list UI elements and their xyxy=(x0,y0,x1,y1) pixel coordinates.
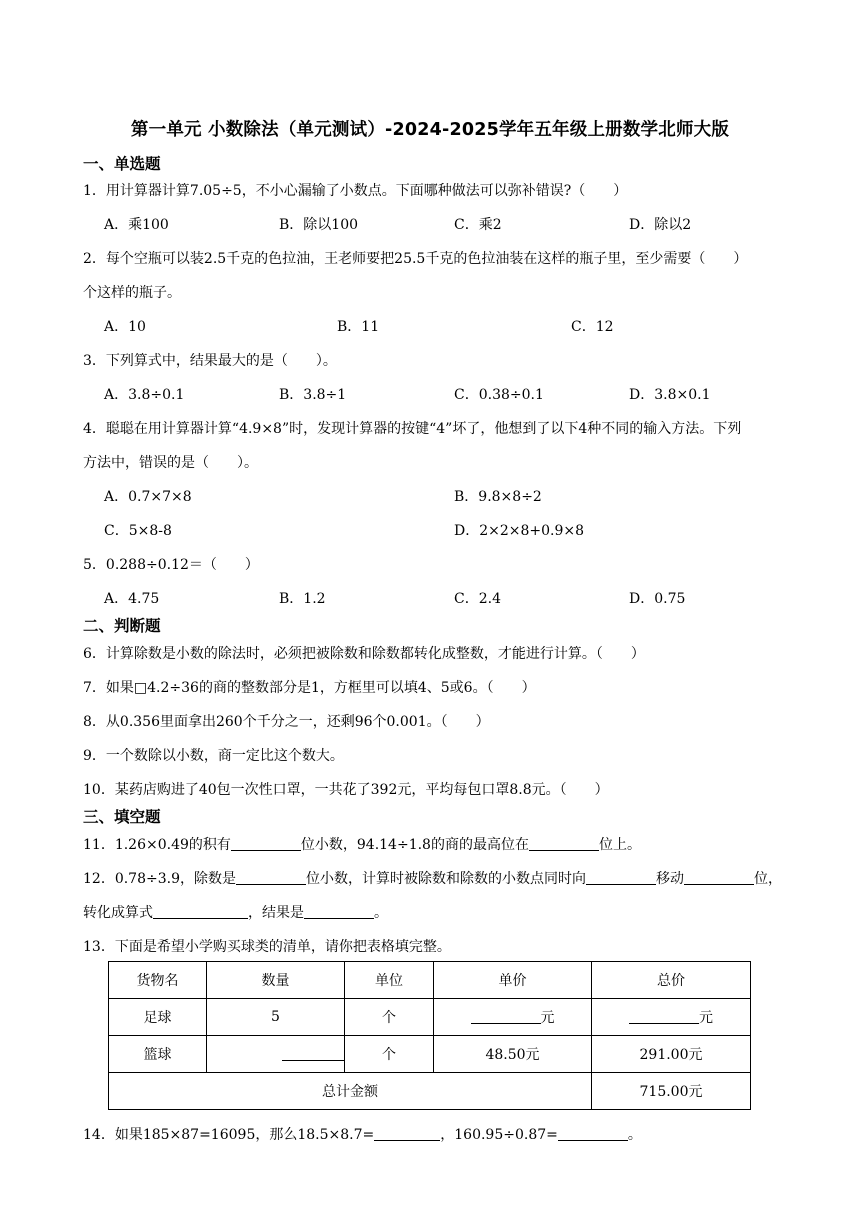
table-header: 单位 xyxy=(345,962,434,999)
question-14 xyxy=(83,1124,642,1144)
price-blank[interactable] xyxy=(471,1009,541,1024)
section-heading-fill-blank: 三、填空题 xyxy=(83,808,161,826)
q12-blank-3[interactable] xyxy=(684,870,754,885)
question-5: 5．0.288÷0.12＝（ ） xyxy=(83,557,259,573)
q12-text-a: 12．0.78÷3.9，除数是 xyxy=(83,871,236,887)
q12-blank-4[interactable] xyxy=(153,904,248,919)
q1-option-b: B．除以100 xyxy=(279,217,359,233)
price-suffix: 元 xyxy=(540,1010,555,1026)
q4-option-d: D．2×2×8+0.9×8 xyxy=(454,523,585,539)
question-1: 1．用计算器计算7.05÷5，不小心漏输了小数点。下面哪种做法可以弥补错误?（ ） xyxy=(83,183,628,199)
total-suffix: 元 xyxy=(699,1010,713,1026)
sum-label: 总计金额 xyxy=(109,1073,592,1110)
q5-option-d: D．0.75 xyxy=(629,591,686,607)
q12-text-e: 转化成算式 xyxy=(83,905,153,921)
cell-price: 48.50元 xyxy=(434,1036,592,1073)
page-title: 第一单元 小数除法（单元测试）-2024-2025学年五年级上册数学北师大版 xyxy=(130,120,730,140)
q1-option-d: D．除以2 xyxy=(629,217,692,233)
q3-option-d: D．3.8×0.1 xyxy=(629,387,711,403)
q11-blank-1[interactable] xyxy=(231,836,301,851)
q2-option-c: C．12 xyxy=(571,319,614,335)
q4-option-c: C．5×8-8 xyxy=(104,523,172,539)
cell-unit: 个 xyxy=(345,1036,434,1073)
q14-text-c: 。 xyxy=(627,1127,642,1143)
q12-blank-2[interactable] xyxy=(586,870,656,885)
total-blank[interactable] xyxy=(629,1009,699,1024)
purchase-table xyxy=(108,961,751,1110)
section-heading-single-choice: 一、单选题 xyxy=(83,155,161,173)
q1-option-a: A．乘100 xyxy=(104,217,169,233)
q5-option-a: A．4.75 xyxy=(104,591,160,607)
question-11 xyxy=(83,834,641,854)
table-sum-row xyxy=(109,1073,751,1110)
q12-text-b: 位小数，计算时被除数和除数的小数点同时向 xyxy=(305,871,586,887)
q11-blank-2[interactable] xyxy=(529,836,599,851)
q3-option-a: A．3.8÷0.1 xyxy=(104,387,185,403)
question-13: 13．下面是希望小学购买球类的清单，请你把表格填完整。 xyxy=(83,939,451,955)
q4-option-b: B．9.8×8÷2 xyxy=(454,489,542,505)
question-4-line-2: 方法中，错误的是（ ）。 xyxy=(83,455,258,471)
q5-option-b: B．1.2 xyxy=(279,591,326,607)
qty-blank[interactable] xyxy=(282,1046,344,1061)
q12-text-f: ，结果是 xyxy=(248,905,304,921)
cell-price xyxy=(434,999,592,1036)
table-header: 货物名 xyxy=(109,962,207,999)
q1-option-c: C．乘2 xyxy=(454,217,502,233)
question-8: 8．从0.356里面拿出260个千分之一，还剩96个0.001。（ ） xyxy=(83,714,490,730)
q2-option-a: A．10 xyxy=(104,319,146,335)
question-3: 3．下列算式中，结果最大的是（ ）。 xyxy=(83,353,337,369)
q4-option-a: A．0.7×7×8 xyxy=(104,489,192,505)
cell-name: 足球 xyxy=(109,999,207,1036)
q14-text-b: ，160.95÷0.87= xyxy=(440,1127,558,1143)
table-header: 单价 xyxy=(434,962,592,999)
q12-text-g: 。 xyxy=(374,905,388,921)
q3-option-c: C．0.38÷0.1 xyxy=(454,387,544,403)
sum-value: 715.00元 xyxy=(592,1073,751,1110)
q11-text-c: 位上。 xyxy=(598,837,641,853)
section-heading-true-false: 二、判断题 xyxy=(83,617,161,635)
question-2-line-2: 个这样的瓶子。 xyxy=(83,285,181,301)
cell-total: 291.00元 xyxy=(592,1036,751,1073)
question-12-line-2 xyxy=(83,902,388,922)
q12-text-c: 移动 xyxy=(655,871,684,887)
question-4-line-1: 4．聪聪在用计算器计算“4.9×8”时，发现计算器的按键“4”坏了，他想到了以下4种不同的输入方法。下列 xyxy=(83,421,742,437)
table-header: 总价 xyxy=(592,962,751,999)
question-10: 10．某药店购进了40包一次性口罩，一共花了392元，平均每包口罩8.8元。（ ） xyxy=(83,782,609,798)
q3-option-b: B．3.8÷1 xyxy=(279,387,347,403)
cell-unit: 个 xyxy=(345,999,434,1036)
question-9: 9．一个数除以小数，商一定比这个数大。 xyxy=(83,748,344,764)
question-7: 7．如果□4.2÷36的商的整数部分是1，方框里可以填4、5或6。（ ） xyxy=(83,680,536,696)
table-header-row xyxy=(109,962,751,999)
q14-blank-2[interactable] xyxy=(558,1126,628,1141)
cell-qty: 5 xyxy=(207,999,345,1036)
table-header: 数量 xyxy=(207,962,345,999)
cell-total xyxy=(592,999,751,1036)
q11-text-b: 位小数，94.14÷1.8的商的最高位在 xyxy=(300,837,529,853)
cell-name: 篮球 xyxy=(109,1036,207,1073)
q12-blank-1[interactable] xyxy=(236,870,306,885)
question-2-line-1: 2．每个空瓶可以装2.5千克的色拉油，王老师要把25.5千克的色拉油装在这样的瓶子里，至少需要（ ） xyxy=(83,251,748,267)
q14-text-a: 14．如果185×87=16095，那么18.5×8.7= xyxy=(83,1127,375,1143)
table-row xyxy=(109,1036,751,1073)
q5-option-c: C．2.4 xyxy=(454,591,501,607)
question-12-line-1 xyxy=(83,868,782,888)
question-6: 6．计算除数是小数的除法时，必须把被除数和除数都转化成整数，才能进行计算。（ ） xyxy=(83,646,645,662)
q12-blank-5[interactable] xyxy=(304,904,374,919)
cell-qty xyxy=(207,1036,345,1073)
q11-text-a: 11．1.26×0.49的积有 xyxy=(83,837,231,853)
table-row xyxy=(109,999,751,1036)
q14-blank-1[interactable] xyxy=(374,1126,440,1141)
q2-option-b: B．11 xyxy=(337,319,380,335)
q12-text-d: 位， xyxy=(753,871,782,887)
